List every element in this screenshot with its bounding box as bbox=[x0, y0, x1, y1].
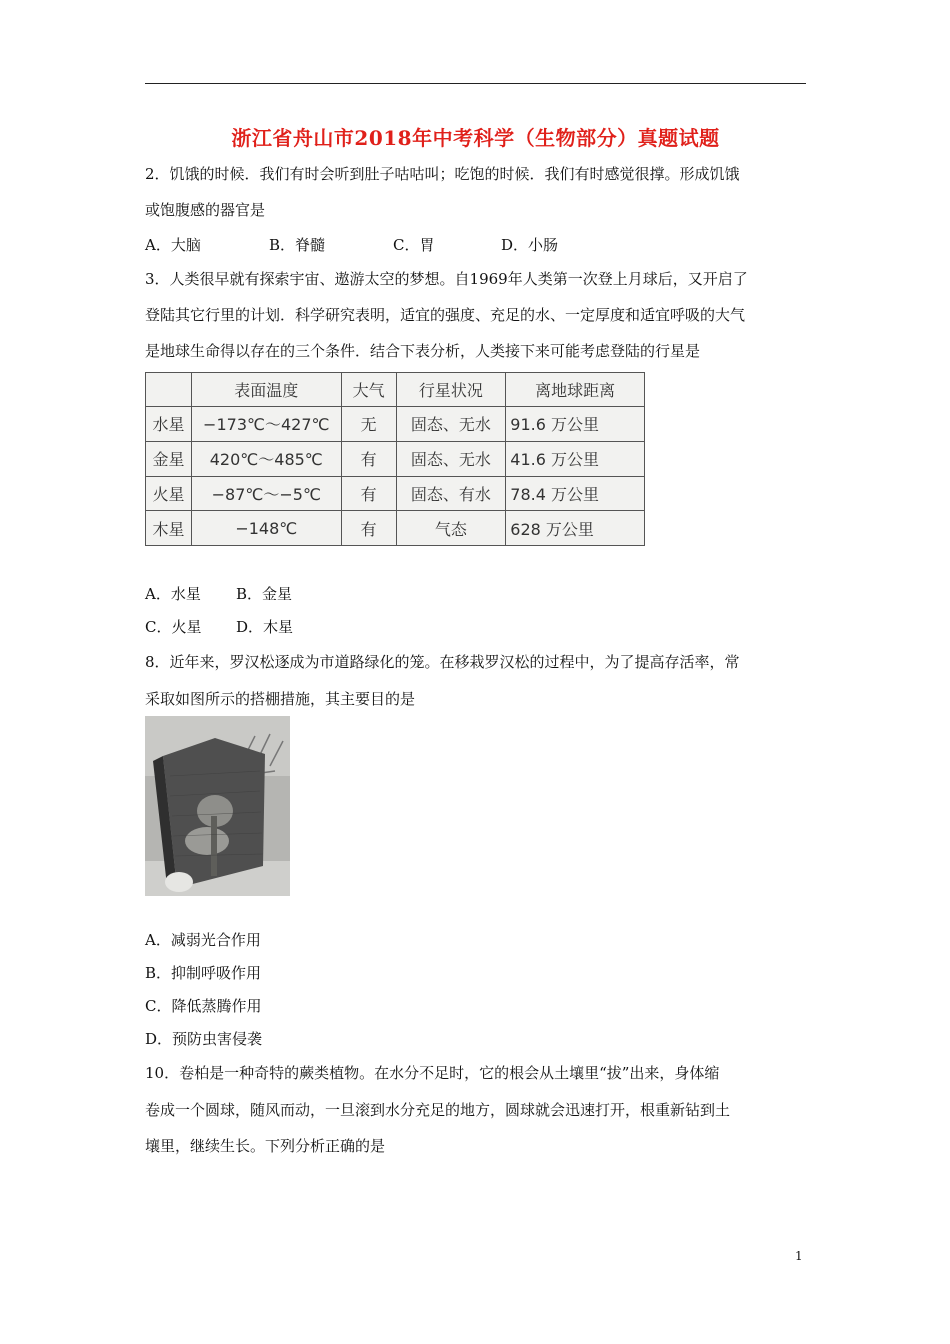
q8-line-1: 8．近年来，罗汉松逐成为市道路绿化的笼。在移栽罗汉松的过程中，为了提高存活率，常 bbox=[145, 653, 740, 671]
q2-line-1: 2．饥饿的时候．我们有时会听到肚子咕咕叫；吃饱的时候．我们有时感觉很撑。形成饥饿 bbox=[145, 165, 740, 183]
table-cell: 有 bbox=[341, 511, 396, 546]
q8-option-d: D．预防虫害侵袭 bbox=[145, 1030, 263, 1048]
planet-name: 水星 bbox=[146, 407, 192, 442]
table-cell: 628 万公里 bbox=[506, 511, 645, 546]
q3-option-b: B．金星 bbox=[236, 585, 293, 603]
header-cell bbox=[146, 373, 192, 407]
table-cell: −87℃～−5℃ bbox=[191, 476, 341, 511]
planet-name: 木星 bbox=[146, 511, 192, 546]
planet-table bbox=[145, 372, 645, 546]
shade-net-photo bbox=[145, 716, 290, 896]
header-cell: 大气 bbox=[341, 373, 396, 407]
table-cell: −148℃ bbox=[191, 511, 341, 546]
q3-option-a: A．水星 bbox=[145, 585, 201, 603]
table-row bbox=[146, 511, 645, 546]
table-cell: 固态、无水 bbox=[396, 441, 506, 476]
header-rule bbox=[145, 83, 806, 84]
q10-line-2: 卷成一个圆球，随风而动，一旦滚到水分充足的地方，圆球就会迅速打开，根重新钻到土 bbox=[145, 1101, 731, 1119]
q3-line-2: 登陆其它行里的计划．科学研究表明，适宜的强度、充足的水、一定厚度和适宜呼吸的大气 bbox=[145, 306, 746, 324]
q2-option-b: B．脊髓 bbox=[269, 236, 326, 254]
table-row bbox=[146, 407, 645, 442]
table-row bbox=[146, 441, 645, 476]
q2-options bbox=[145, 234, 558, 255]
planet-name: 火星 bbox=[146, 476, 192, 511]
planet-table-header bbox=[146, 373, 645, 407]
q10-line-1: 10．卷柏是一种奇特的蕨类植物。在水分不足时，它的根会从土壤里“拔”出来，身体缩 bbox=[145, 1064, 720, 1082]
table-cell: 420℃～485℃ bbox=[191, 441, 341, 476]
page-number: 1 bbox=[795, 1249, 803, 1263]
header-cell: 表面温度 bbox=[191, 373, 341, 407]
q3-option-c: C．火星 bbox=[145, 618, 202, 636]
q8-option-c: C．降低蒸腾作用 bbox=[145, 997, 262, 1015]
q8-option-b: B．抑制呼吸作用 bbox=[145, 964, 262, 982]
table-cell: 有 bbox=[341, 441, 396, 476]
table-cell: 91.6 万公里 bbox=[506, 407, 645, 442]
q2-option-a: A．大脑 bbox=[145, 236, 201, 254]
planet-name: 金星 bbox=[146, 441, 192, 476]
table-cell: 固态、无水 bbox=[396, 407, 506, 442]
header-cell: 行星状况 bbox=[396, 373, 506, 407]
table-cell: 气态 bbox=[396, 511, 506, 546]
table-cell: 78.4 万公里 bbox=[506, 476, 645, 511]
table-row bbox=[146, 476, 645, 511]
q3-line-1: 3．人类很早就有探索宇宙、遨游太空的梦想。自1969年人类第一次登上月球后，又开启了 bbox=[145, 270, 748, 288]
q10-line-3: 壤里，继续生长。下列分析正确的是 bbox=[145, 1137, 386, 1155]
q8-option-a: A．减弱光合作用 bbox=[145, 931, 261, 949]
table-cell: −173℃～427℃ bbox=[191, 407, 341, 442]
q3-options-row-1 bbox=[145, 583, 292, 604]
q3-option-d: D．木星 bbox=[236, 618, 294, 636]
table-cell: 41.6 万公里 bbox=[506, 441, 645, 476]
table-cell: 有 bbox=[341, 476, 396, 511]
table-cell: 无 bbox=[341, 407, 396, 442]
q8-line-2: 采取如图所示的搭棚措施，其主要目的是 bbox=[145, 690, 416, 708]
header-cell: 离地球距离 bbox=[506, 373, 645, 407]
q3-line-3: 是地球生命得以存在的三个条件．结合下表分析，人类接下来可能考虑登陆的行星是 bbox=[145, 342, 701, 360]
table-cell: 固态、有水 bbox=[396, 476, 506, 511]
q3-options-row-2 bbox=[145, 616, 293, 637]
q2-option-c: C．胃 bbox=[393, 236, 435, 254]
q2-line-2: 或饱腹感的器官是 bbox=[145, 201, 266, 219]
q2-option-d: D．小肠 bbox=[501, 236, 559, 254]
page-title: 浙江省舟山市2018年中考科学（生物部分）真题试题 bbox=[231, 126, 720, 150]
